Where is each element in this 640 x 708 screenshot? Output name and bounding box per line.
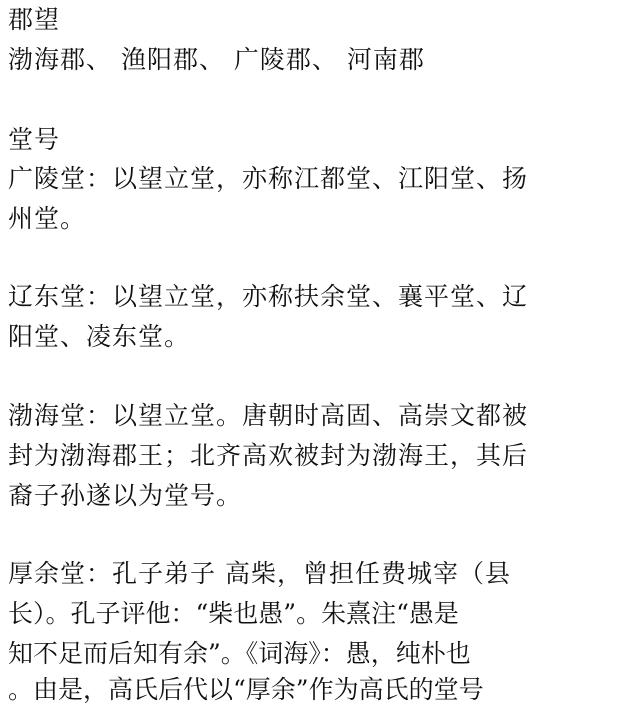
bohai-tang-line-2: 封为渤海郡王；北齐高欢被封为渤海王，其后 <box>8 441 529 470</box>
heading-junwang: 郡望 <box>8 5 61 34</box>
heading-tanghao: 堂号 <box>8 125 61 154</box>
houyu-tang-line-3: 知不足而后知有余”。《词海》：愚，纯朴也 <box>8 639 471 668</box>
guangling-tang-line-2: 州堂。 <box>8 204 87 233</box>
bohai-tang-line-3: 裔子孙遂以为堂号。 <box>8 481 243 510</box>
guangling-tang-line-1: 广陵堂：以望立堂，亦称江都堂、江阳堂、扬 <box>8 164 529 193</box>
houyu-tang-line-4: 。由是，高氏后代以“厚余”作为高氏的堂号 <box>8 675 484 704</box>
houyu-tang-line-1: 厚余堂：孔子弟子 高柴，曾担任费城宰（县 <box>8 559 511 588</box>
houyu-tang-line-2: 长）。孔子评他：“柴也愚”。朱熹注“愚是 <box>8 599 459 628</box>
liaodong-tang-line-1: 辽东堂：以望立堂，亦称扶余堂、襄平堂、辽 <box>8 282 529 311</box>
bohai-tang-line-1: 渤海堂：以望立堂。唐朝时高固、高崇文都被 <box>8 401 529 430</box>
junwang-list: 渤海郡、 渔阳郡、 广陵郡、 河南郡 <box>8 45 425 74</box>
liaodong-tang-line-2: 阳堂、凌东堂。 <box>8 322 191 351</box>
